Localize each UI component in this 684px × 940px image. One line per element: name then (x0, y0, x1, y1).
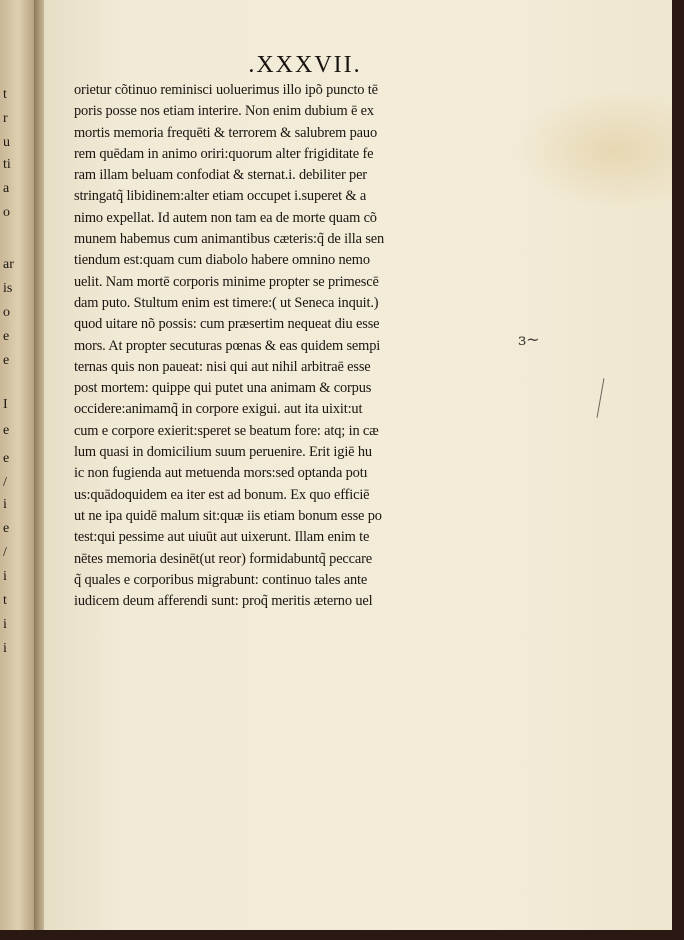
text-line: uelit. Nam mortē corporis minime propter se primescē (74, 273, 379, 290)
text-line: ic non fugienda aut metuenda mors:sed optanda potı (74, 465, 368, 482)
text-line: ut ne ipa quidē malum sit:quæ iis etiam bonum esse po (74, 507, 382, 524)
marginal-pen-stroke (597, 378, 605, 418)
gutter-shadow (34, 0, 44, 930)
text-line: stringatq̃ libidinem:alter etiam occupet i.superet & a (74, 188, 367, 205)
verso-fragment: o (3, 306, 10, 320)
bottom-board-edge (0, 930, 684, 940)
verso-fragment: t (3, 594, 7, 608)
text-line: occidere:animamq̃ in corpore exigui. aut ita uixit:ut (74, 401, 363, 418)
right-board-edge (672, 0, 684, 940)
folio-number: .XXXVII. (248, 52, 362, 78)
text-line: tiendum est:quam cum diabolo habere omnino nemo (74, 252, 370, 269)
marginal-annotation: ɜ~ (518, 330, 540, 349)
verso-fragment: e (3, 522, 10, 536)
verso-fragment: t (3, 88, 7, 102)
text-line: cum e corpore exierit:speret se beatum fore: atq; in cæ (74, 422, 379, 439)
verso-fragment: u (3, 136, 10, 150)
verso-fragment: I (3, 398, 8, 412)
text-line: nimo expellat. Id autem non tam ea de morte quam cõ (74, 209, 377, 226)
text-line: ram illam beluam confodiat & sternat.i. debiliter per (74, 167, 367, 184)
text-line: mortis memoria frequēti & terrorem & salubrem pauo (74, 124, 378, 141)
recto-page (44, 0, 672, 930)
text-line: orietur cõtinuo reminisci uoluerimus illo ipõ puncto tē (74, 82, 378, 98)
verso-fragment: i (3, 642, 7, 656)
text-line: nētes memoria desinēt(ut reor) formidabuntq̃ peccare (74, 550, 373, 567)
text-line: ternas quis non paueat: nisi qui aut nihil arbitraē esse (74, 358, 371, 375)
verso-fragment: r (3, 112, 8, 126)
text-line: q̃ quales e corporibus migrabunt: continuo tales ante (74, 571, 368, 588)
verso-page-edge (0, 0, 34, 930)
text-line: munem habemus cum animantibus cæteris:q̃ de illa sen (74, 231, 385, 248)
text-line: lum quasi in domicilium suum peruenire. Erit igiē hu (74, 444, 372, 461)
verso-fragment: e (3, 424, 10, 438)
verso-fragment: ti (3, 158, 11, 172)
text-line: rem quēdam in animo oriri:quorum alter frigiditate fe (74, 145, 374, 162)
verso-fragment: ar (3, 258, 14, 272)
verso-fragment: i (3, 498, 7, 512)
text-line: quod uitare nõ possis: cum præsertim nequeat diu esse (74, 316, 380, 333)
verso-fragment: / (3, 546, 7, 560)
text-line: post mortem: quippe qui putet una animam & corpus (74, 380, 372, 397)
page-stain (514, 90, 672, 210)
text-line: mors. At propter secuturas pœnas & eas quidem sempi (74, 337, 381, 354)
text-line: poris posse nos etiam interire. Non enim dubium ē ex (74, 103, 374, 120)
verso-fragment: i (3, 618, 7, 632)
text-line: iudicem deum afferendi sunt: proq̃ meritis æterno uel (74, 593, 373, 610)
verso-fragment: i (3, 570, 7, 584)
verso-fragment: e (3, 452, 10, 466)
text-line: dam puto. Stultum enim est timere:( ut Seneca inquit.) (74, 294, 379, 311)
verso-fragment: e (3, 330, 10, 344)
text-line: test:qui pessime aut uiuūt aut uixerunt. Illam enim te (74, 529, 370, 546)
verso-fragment: is (3, 282, 13, 296)
verso-fragment: e (3, 354, 10, 368)
text-line: us:quādoquidem ea iter est ad bonum. Ex quo efficiē (74, 486, 370, 503)
text-block (74, 80, 514, 612)
verso-fragment: / (3, 476, 7, 490)
verso-fragment: a (3, 182, 10, 196)
verso-fragment: o (3, 206, 10, 220)
